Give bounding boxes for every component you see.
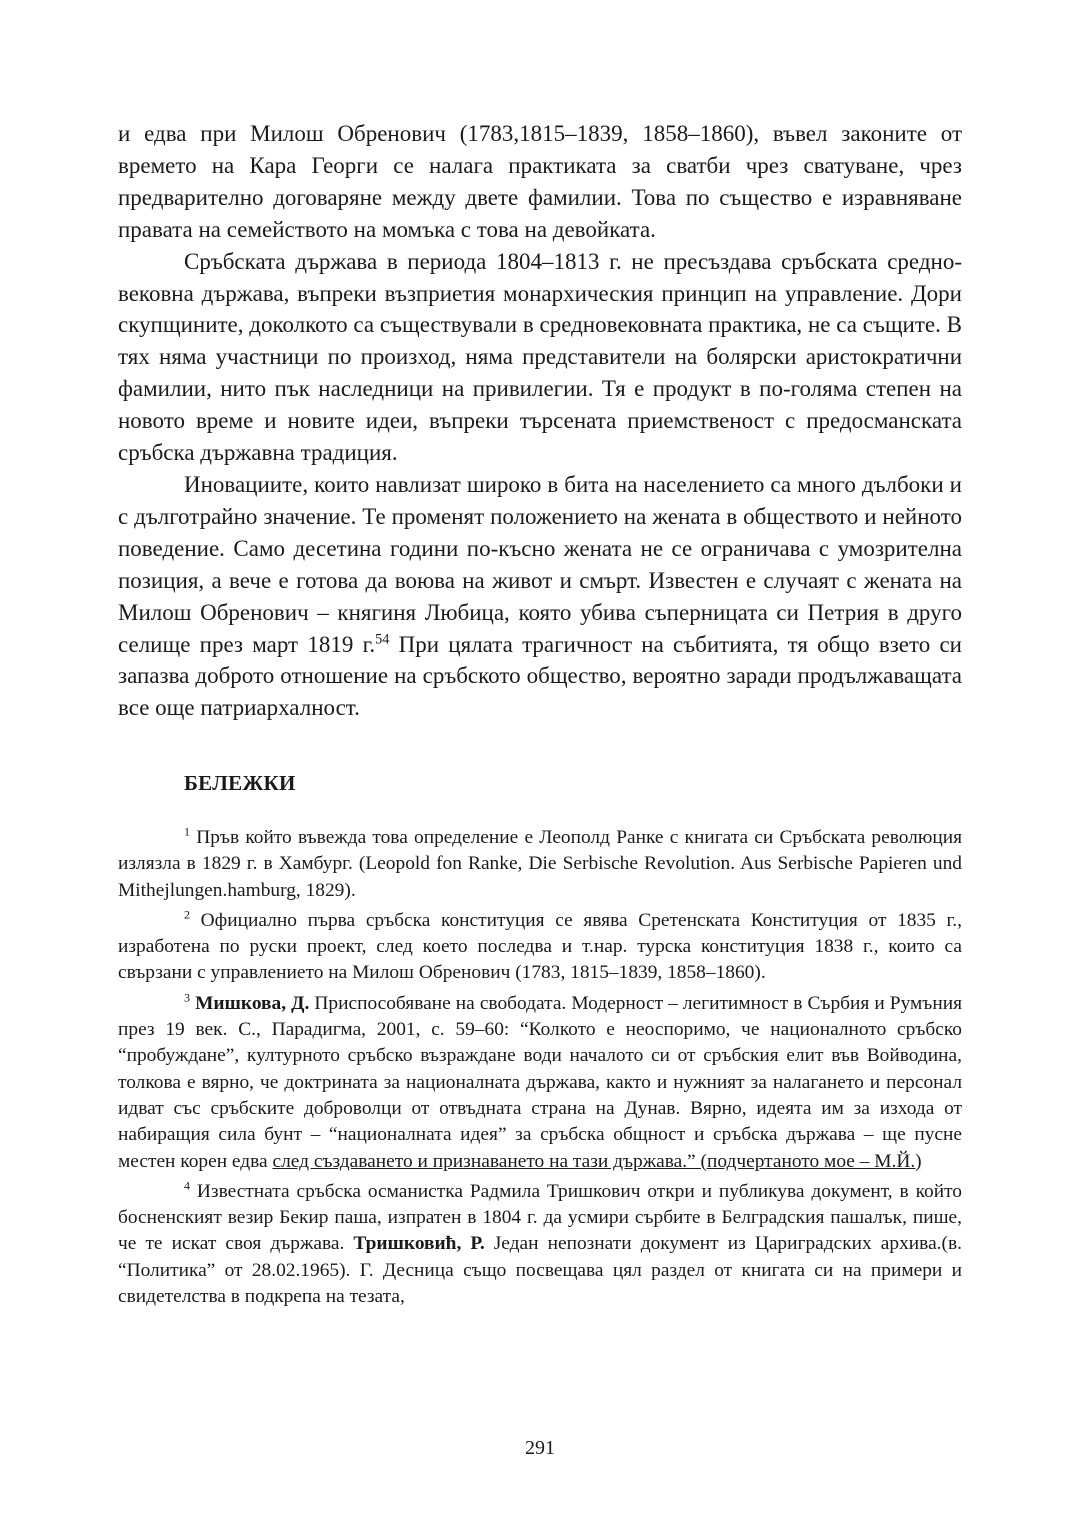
paragraph-3-text-cont: При цялата трагичност на събитията, тя общо взето си запазва доброто отношение на сръбското общество, вероятно заради продължаващата все още патриархалност. (118, 631, 962, 721)
main-text (118, 118, 962, 724)
paragraph-3 (118, 469, 962, 724)
note-2-text: Официално първа сръбска конституция се явява Сретенската Конституция от 1835 г., изработена по руски проект, след което последва и т.нар. турска конституция 1838 г., които са свързани с управлението на Милош Обренович (1783, 1815–1839, 1858–1860). (118, 909, 962, 984)
note-1-number: 1 (184, 824, 191, 839)
note-4 (118, 1179, 962, 1310)
note-1 (118, 825, 962, 904)
note-4-text-cont: Један непознати документ из Цариградских архива.(в. “Политика” от 28.02.1965). Г. Десница също посвещава цял раздел от книгата си на примери и свидетелства в подкрепа на тезата, (118, 1233, 962, 1308)
note-2 (118, 908, 962, 987)
note-4-number: 4 (184, 1178, 191, 1193)
note-3-underlined: след създаването и признаването на тази държава.” (подчертаното мое – М.Й.) (272, 1150, 922, 1172)
notes-section (118, 825, 962, 1314)
note-2-number: 2 (184, 907, 191, 922)
paragraph-1: и едва при Милош Обренович (1783,1815–1839, 1858–1860), въвел законите от времето на Кара Георги се налага практиката за сватби чрез сватуване, чрез предварително договаряне между двете фамилии. Това по същество е изравняване правата на семейството на момъка с това на девойката. (118, 121, 962, 242)
note-3-number: 3 (184, 990, 191, 1005)
note-3-text: Приспособяване на свободата. Модерност – легитимност в Сърбия и Румъния през 19 век. С., Парадигма, 2001, с. 59–60: “Колкото е неоспоримо, че националното сръбско “пробуждане”, културното сръбско възраждане води началото си от сръбския елит във Войводина, толкова е вярно, че доктрината за националната държава, както и нужният за налагането и персонал идват със сръбските доброволци от отвъдната страна на Дунав. Вярно, идеята им за изхода от набиращия сила бунт – “националната идея” за сръбска общност и сръбска държава – ще пусне местен корен едва (118, 992, 962, 1172)
note-4-text: Известната сръбска османистка Радмила Тришкович откри и публикува документ, в който босненският везир Бекир паша, изпратен в 1804 г. да усмири сърбите в Белградския пашалък, пише, че те искат своя държава. (118, 1180, 962, 1255)
note-3-author: Мишкова, Д. (195, 992, 310, 1014)
notes-heading: БЕЛЕЖКИ (184, 771, 296, 795)
note-3 (118, 991, 962, 1175)
paragraph-2: Сръбската държава в периода 1804–1813 г. не пресъздава сръбската средновековна държава, въпреки възприетия монархическия принцип на управление. Дори скупщините, доколкото са съществували в средновековната практика, не са същите. В тях няма участници по произход, няма представители на болярски аристократични фамилии, нито пък наследници на привилегии. Тя е продукт в по-голяма степен на новото време и новите идеи, въпреки търсената приемственост с предосманската сръбска държавна традиция. (118, 248, 962, 466)
footnote-ref-54[interactable]: 54 (375, 630, 390, 647)
paragraph-3-text: Иновациите, които навлизат широко в бита на населението са много дълбоки и с дълготрайно значение. Те променят положението на жената в обществото и нейното поведение. Само десетина години по-късно жената не се ограничава с умозрителна позиция, а вече е готова да воюва на живот и смърт. Известен е случаят с жената на Милош Обренович – княгиня Любица, която убива съперницата си Петрия в друго селище през март 1819 г. (118, 471, 962, 657)
page-number: 291 (525, 1437, 555, 1459)
note-1-text: Пръв който въвежда това определение е Леополд Ранке с книгата си Сръбската революция излязла в 1829 г. в Хамбург. (Leopold fon Ranke, Die Serbische Revolution. Aus Serbische Papieren und Mithejlungen.hamburg, 1829). (118, 827, 962, 901)
note-4-author: Тришковић, Р. (353, 1233, 485, 1255)
